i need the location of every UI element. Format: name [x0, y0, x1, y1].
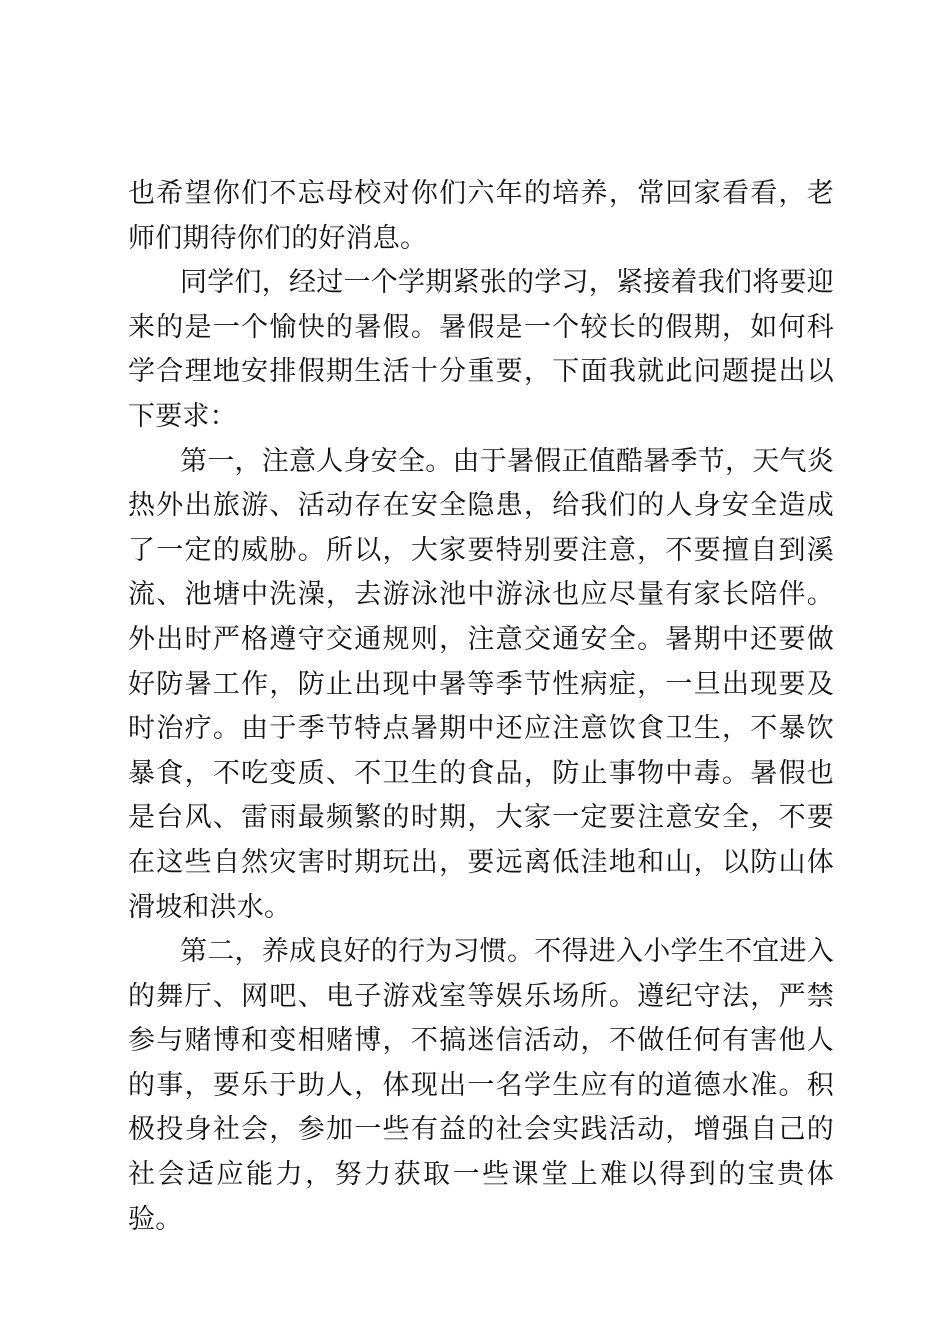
paragraph-continuation: 也希望你们不忘母校对你们六年的培养，常回家看看，老师们期待你们的好消息。 [128, 178, 834, 254]
paragraph-safety: 第一，注意人身安全。由于暑假正值酷暑季节，天气炎热外出旅游、活动存在安全隐患，给我们的人身安全造成了一定的威胁。所以，大家要特别要注意，不要擅自到溪流、池塘中洗澡，去游泳池中游泳也应尽量有家长陪伴。外出时严格遵守交通规则，注意交通安全。暑期中还要做好防暑工作，防止出现中暑等季节性病症，一旦出现要及时治疗。由于季节特点暑期中还应注意饮食卫生，不暴饮暴食，不吃变质、不卫生的食品，防止事物中毒。暑假也是台风、雷雨最频繁的时期，大家一定要注意安全，不要在这些自然灾害时期玩出，要远离低洼地和山，以防山体滑坡和洪水。 [128, 445, 834, 923]
paragraph-behavior: 第二，养成良好的行为习惯。不得进入小学生不宜进入的舞厅、网吧、电子游戏室等娱乐场所。遵纪守法，严禁参与赌博和变相赌博，不搞迷信活动，不做任何有害他人的事，要乐于助人，体现出一名学生应有的道德水准。积极投身社会，参加一些有益的社会实践活动，增强自己的社会适应能力，努力获取一些课堂上难以得到的宝贵体验。 [128, 936, 834, 1235]
paragraph-intro: 同学们，经过一个学期紧张的学习，紧接着我们将要迎来的是一个愉快的暑假。暑假是一个较长的假期，如何科学合理地安排假期生活十分重要，下面我就此问题提出以下要求： [128, 267, 834, 432]
document-body [128, 172, 834, 1242]
